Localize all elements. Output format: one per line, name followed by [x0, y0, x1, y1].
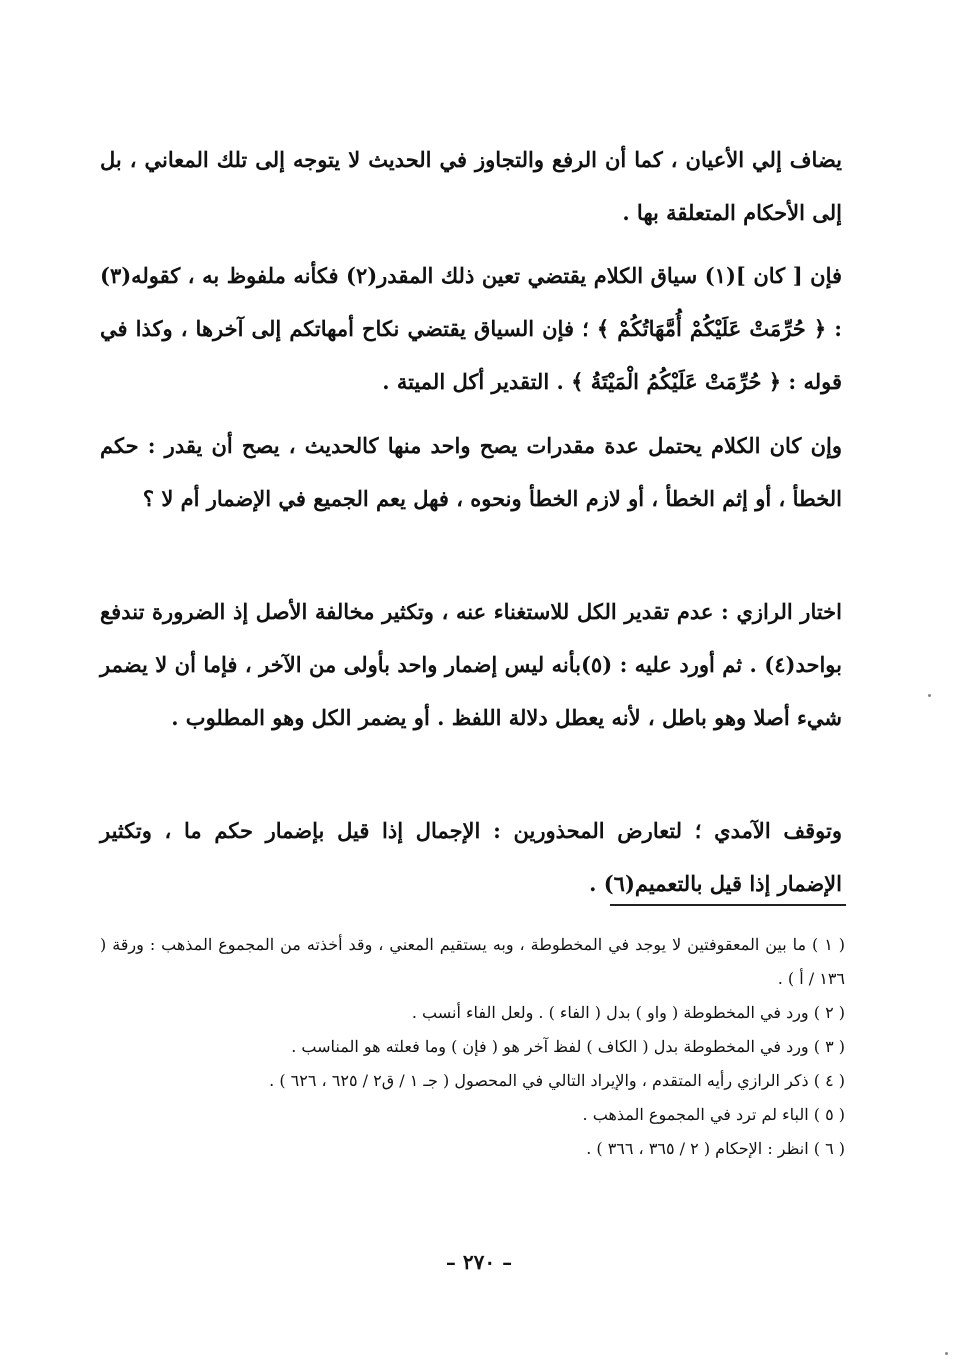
- paragraph-5: وتوقف الآمدي ؛ لتعارض المحذورين : الإجمال إذا قيل بإضمار حكم ما ، وتكثير الإضمار إذا قيل بالتعميم(٦) .: [100, 818, 842, 896]
- footnote-3: ( ٣ ) ورد في المخطوطة بدل ( الكاف ) لفظ آخر هو ( فإن ) وما فعلته هو المناسب .: [291, 1037, 845, 1056]
- footnote-2: ( ٢ ) ورد في المخطوطة ( واو ) بدل ( الفاء ) . ولعل الفاء أنسب .: [411, 1003, 845, 1022]
- footnote-4: ( ٤ ) ذكر الرازي رأيه المتقدم ، والإيراد التالي في المحصول ( جـ ١ / ق٢ / ٦٢٥ ، ٦٢٦ ) .: [269, 1071, 845, 1090]
- footnote-1: ( ١ ) ما بين المعقوفتين لا يوجد في المخطوطة ، وبه يستقيم المعني ، وقد أخذته من المجموع المذهب : ورقة ( ١٣٦ / أ ) .: [100, 935, 846, 988]
- footnote-divider: [610, 904, 846, 906]
- scan-speck: [928, 694, 931, 697]
- paragraph-1: يضاف إلي الأعيان ، كما أن الرفع والتجاوز في الحديث لا يتوجه إلى تلك المعاني ، بل إلى الأحكام المتعلقة بها .: [100, 147, 842, 225]
- page-number: – ٢٧٠ –: [445, 1250, 513, 1274]
- footnote-5: ( ٥ ) الباء لم ترد في المجموع المذهب .: [582, 1105, 845, 1124]
- paragraph-2: فإن [ كان ](١) سياق الكلام يقتضي تعين ذلك المقدر(٢) فكأنه ملفوظ به ، كقوله(٣) : ﴿ حُرِّمَتْ عَلَيْكُمْ أُمَّهَاتُكُمْ ﴾ ؛ فإن السياق يقتضي نكاح أمهاتكم إلى آخرها ، وكذا في قوله : ﴿ حُرِّمَتْ عَلَيْكُمُ الْمَيْتَةُ ﴾ . التقدير أكل الميتة .: [100, 263, 843, 394]
- footnote-6: ( ٦ ) انظر : الإحكام ( ٢ / ٣٦٥ ، ٣٦٦ ) .: [586, 1139, 845, 1158]
- paragraph-4: اختار الرازي : عدم تقدير الكل للاستغناء عنه ، وتكثير مخالفة الأصل إذ الضرورة تندفع بواحد(٤) . ثم أورد عليه : (٥)بأنه ليس إضمار واحد بأولى من الآخر ، فإما أن لا يضمر شيء أصلا وهو باطل ، لأنه يعطل دلالة اللفظ . أو يضمر الكل وهو المطلوب .: [100, 599, 842, 730]
- paragraph-3: وإن كان الكلام يحتمل عدة مقدرات يصح واحد منها كالحديث ، يصح أن يقدر : حكم الخطأ ، أو إثم الخطأ ، أو لازم الخطأ ونحوه ، فهل يعم الجميع في الإضمار أم لا ؟: [100, 433, 842, 511]
- footnotes-section: [100, 928, 845, 1166]
- scan-speck: [945, 1352, 948, 1355]
